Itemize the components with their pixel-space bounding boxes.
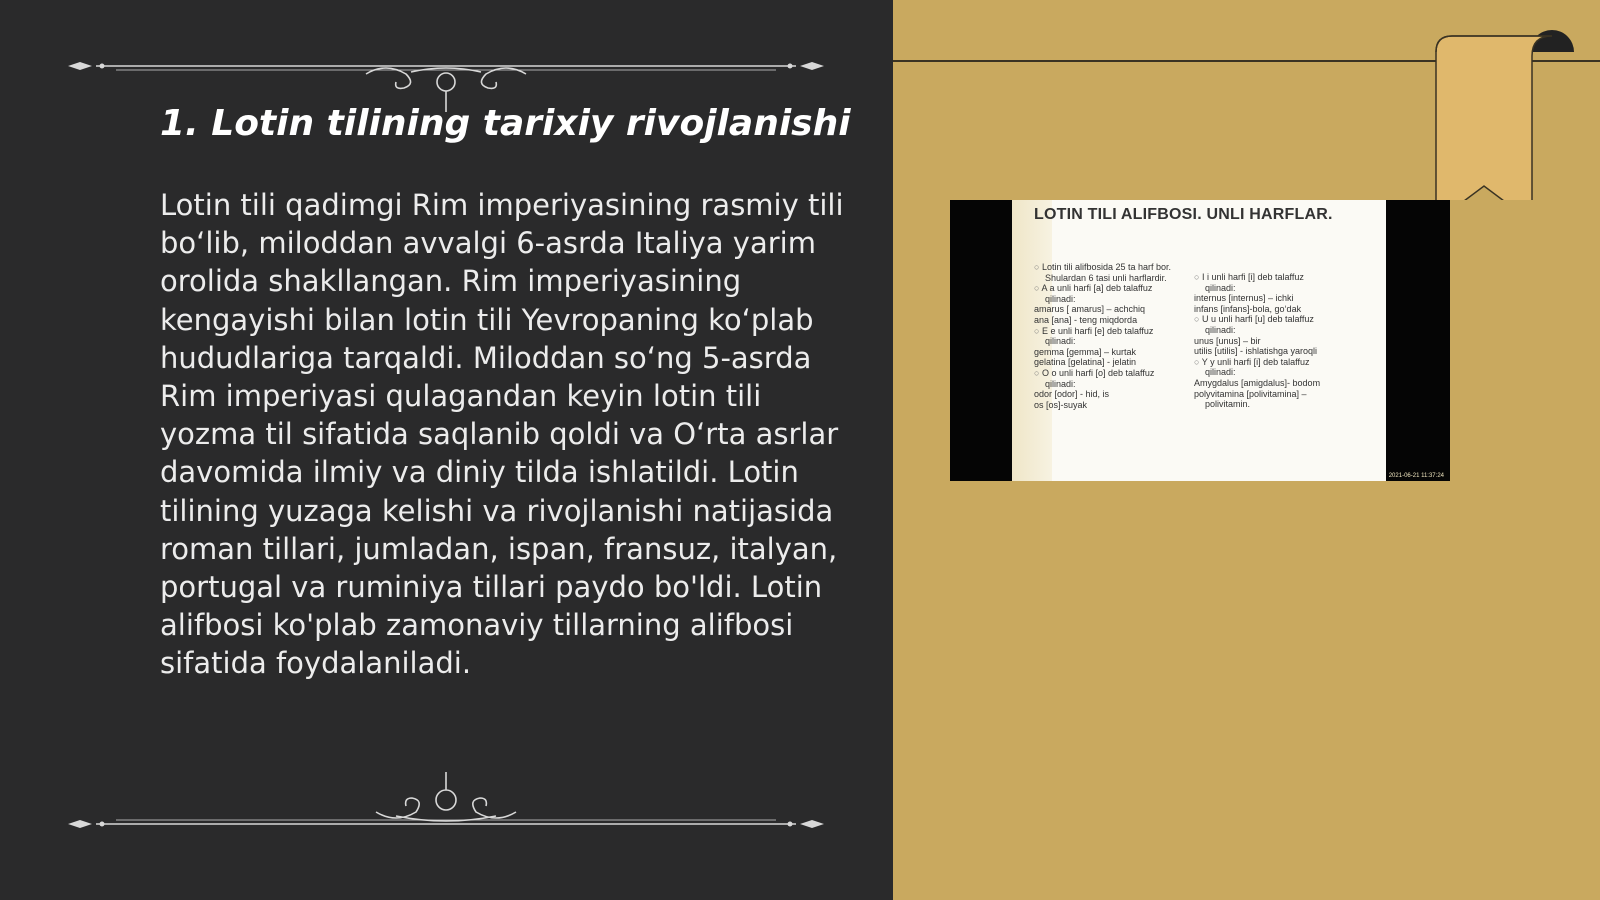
photo-text-line: Shulardan 6 tasi unli harflardir. bbox=[1045, 272, 1167, 283]
photo-text-line: qilinadi: bbox=[1045, 293, 1076, 304]
photo-page bbox=[1012, 200, 1386, 481]
photo-text-line: qilinadi: bbox=[1205, 324, 1236, 335]
photo-text-line: ○ I i unli harfi [i] deb talaffuz bbox=[1194, 272, 1354, 283]
photo-text-line: qilinadi: bbox=[1045, 378, 1076, 389]
photo-text-line: infans [infans]-bola, go‘dak bbox=[1194, 303, 1302, 314]
photo-text-line: os [os]-suyak bbox=[1034, 399, 1088, 410]
photo-text-line: ○ U u unli harfi [u] deb talaffuz bbox=[1194, 314, 1354, 325]
photo-text-line: ○ Y y unli harfi [i] deb talaffuz bbox=[1194, 357, 1354, 368]
photo-text-line: qilinadi: bbox=[1045, 336, 1076, 347]
alphabet-slide-photo bbox=[950, 200, 1450, 481]
photo-timestamp: 2021-06-21 11:37:24 bbox=[1388, 473, 1444, 479]
photo-text-line: ○ O o unli harfi [o] deb talaffuz bbox=[1034, 368, 1194, 379]
photo-text-line: ○ E e unli harfi [e] deb talaffuz bbox=[1034, 326, 1194, 337]
slide-body-text: Lotin tili qadimgi Rim imperiyasining rasmiy tili bo‘lib, miloddan avvalgi 6-asrda Italiya yarim orolida shakllangan. Rim imperiyasining kengayishi bilan lotin tili Yevropaning ko‘plab hududlariga tarqaldi. Miloddan so‘ng 5-asrda Rim imperiyasi qulagandan keyin lotin tili yozma til sifatida saqlanib qoldi va O‘rta asrlar davomida ilmiy va diniy tilda ishlatildi. Lotin tilining yuzaga kelishi va rivojlanishi natijasida roman tillari, jumladan, ispan, fransuz, italyan, portugal va ruminiya tillari paydo bo'ldi. Lotin alifbosi ko'plab zamonaviy tillarning alifbosi sifatida foydalaniladi. bbox=[160, 188, 844, 681]
photo-text-line: ○ Lotin tili alifbosida 25 ta harf bor. bbox=[1034, 262, 1194, 273]
bottom-ornament-divider bbox=[66, 770, 826, 830]
photo-text-line: odor [odor] - hid, is bbox=[1034, 389, 1110, 400]
photo-text-line: utilis [utilis] - ishlatishga yaroqli bbox=[1194, 346, 1318, 357]
photo-text-line: internus [internus] – ichki bbox=[1194, 293, 1294, 304]
photo-text-line: gemma [gemma] – kurtak bbox=[1034, 346, 1137, 357]
slide-title: 1. Lotin tilining tarixiy rivojlanishi bbox=[160, 103, 851, 144]
vowel-list-left bbox=[1034, 262, 1194, 410]
photo-text-line: ○ A a unli harfi [a] deb talaffuz bbox=[1034, 283, 1194, 294]
photo-text-line: polivitamin. bbox=[1205, 399, 1251, 410]
photo-text-line: unus [unus] – bir bbox=[1194, 335, 1261, 346]
bookmark-icon bbox=[1430, 30, 1600, 200]
photo-text-line: ana [ana] - teng miqdorda bbox=[1034, 314, 1138, 325]
photo-title: LOTIN TILI ALIFBOSI. UNLI HARFLAR. bbox=[1034, 206, 1333, 223]
photo-text-line: polyvitamina [polivitamina] – bbox=[1194, 388, 1307, 399]
photo-text-line: gelatina [gelatina] - jelatin bbox=[1034, 357, 1137, 368]
photo-text-line: qilinadi: bbox=[1205, 367, 1236, 378]
photo-text-line: Amygdalus [amigdalus]- bodom bbox=[1194, 377, 1321, 388]
vowel-list-right bbox=[1194, 272, 1354, 410]
photo-text-line: amarus [ amarus] – achchiq bbox=[1034, 304, 1146, 315]
photo-text-line: qilinadi: bbox=[1205, 282, 1236, 293]
